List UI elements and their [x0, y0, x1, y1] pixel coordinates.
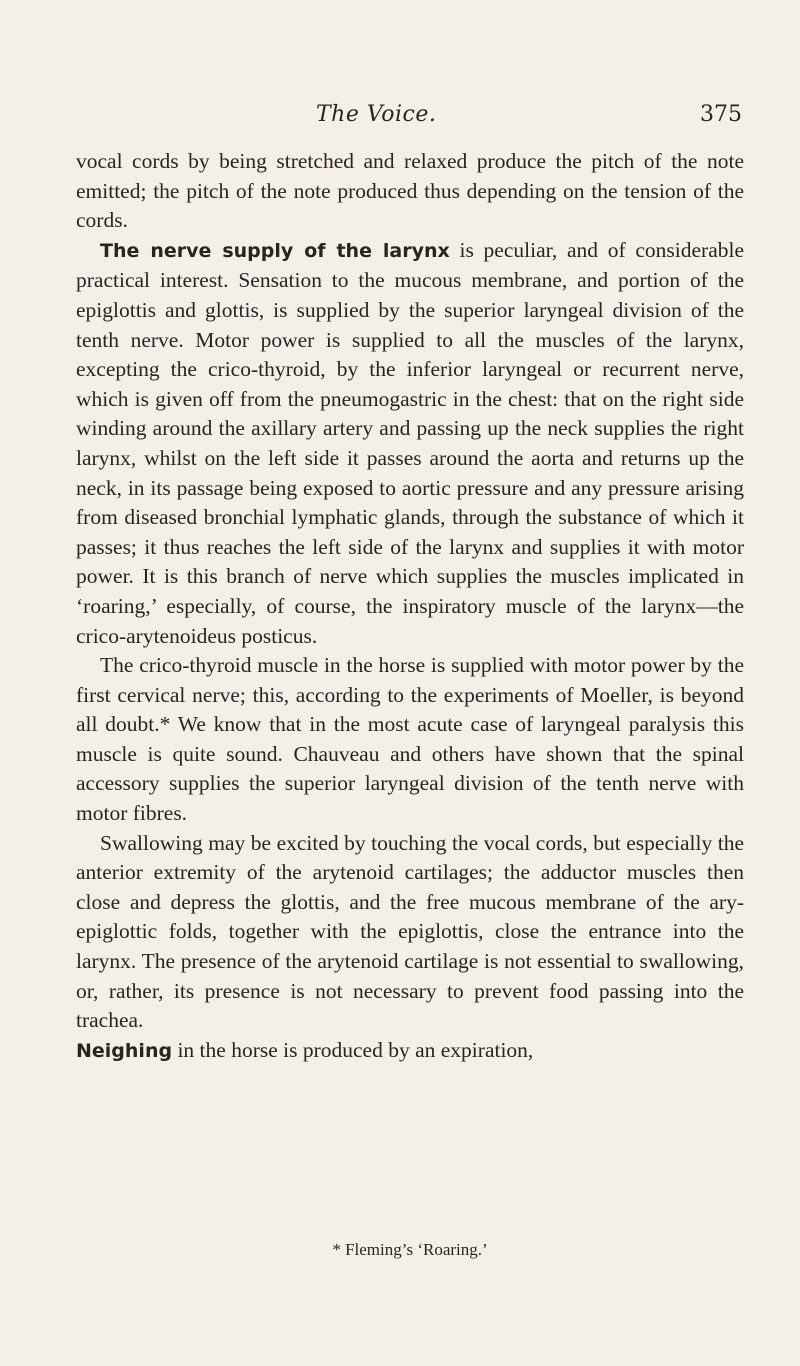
paragraph-5: [76, 1036, 744, 1067]
paragraph-2: [76, 236, 744, 651]
paragraph-4-text: Swallowing may be excited by touching the vocal cords, but especially the anterior extremity of the arytenoid cartilages; the adductor muscles then close and depress the glottis, and the free mucous membrane of the ary-epiglottic folds, together with the epiglottis, close the entrance into the larynx. The presence of the arytenoid cartilage is not essential to swallowing, or, rather, its presence is not necessary to prevent food passing into the trachea.: [76, 830, 744, 1033]
paragraph-2-lead: The nerve supply of the larynx: [100, 239, 450, 262]
body-text: [76, 147, 744, 1066]
paragraph-1: [76, 147, 744, 236]
page-number: 375: [700, 102, 742, 127]
paragraph-3-text: The crico-thyroid muscle in the horse is supplied with motor power by the first cervical nerve; this, according to the experiments of Moeller, is beyond all doubt.* We know that in the most acute case of laryngeal paralysis this muscle is quite sound. Chauveau and others have shown that the spinal accessory supplies the superior laryngeal division of the tenth nerve with motor fibres.: [76, 653, 744, 826]
paragraph-2-text: is peculiar, and of considerable practical interest. Sensation to the mucous membrane, and portion of the epiglottis and glottis, is supplied by the superior laryngeal division of the tenth nerve. Motor power is supplied to all the muscles of the larynx, excepting the crico-thyroid, by the inferior laryngeal or recurrent nerve, which is given off from the pneumogastric in the chest: that on the right side winding around the axillary artery and passing up the neck supplies the right larynx, whilst on the left side it passes around the aorta and returns up the neck, in its passage being exposed to aortic pressure and any pressure arising from diseased bronchial lymphatic glands, through the substance of which it passes; it thus reaches the left side of the larynx and supplies it with motor power. It is this branch of nerve which supplies the muscles implicated in ‘roaring,’ especially, of course, the inspiratory muscle of the larynx—the crico-arytenoideus posticus.: [76, 237, 744, 648]
paragraph-1-text: vocal cords by being stretched and relaxed produce the pitch of the note emitted; the pitch of the note produced thus depending on the tension of the cords.: [76, 149, 744, 233]
paragraph-5-text: in the horse is produced by an expiration,: [172, 1037, 534, 1062]
footnote: * Fleming’s ‘Roaring.’: [332, 1240, 488, 1259]
paragraph-4: [76, 829, 744, 1036]
paragraph-5-lead: Neighing: [76, 1039, 173, 1062]
page-header: [76, 102, 744, 132]
paragraph-3: [76, 651, 744, 829]
running-title: The Voice.: [316, 102, 437, 127]
